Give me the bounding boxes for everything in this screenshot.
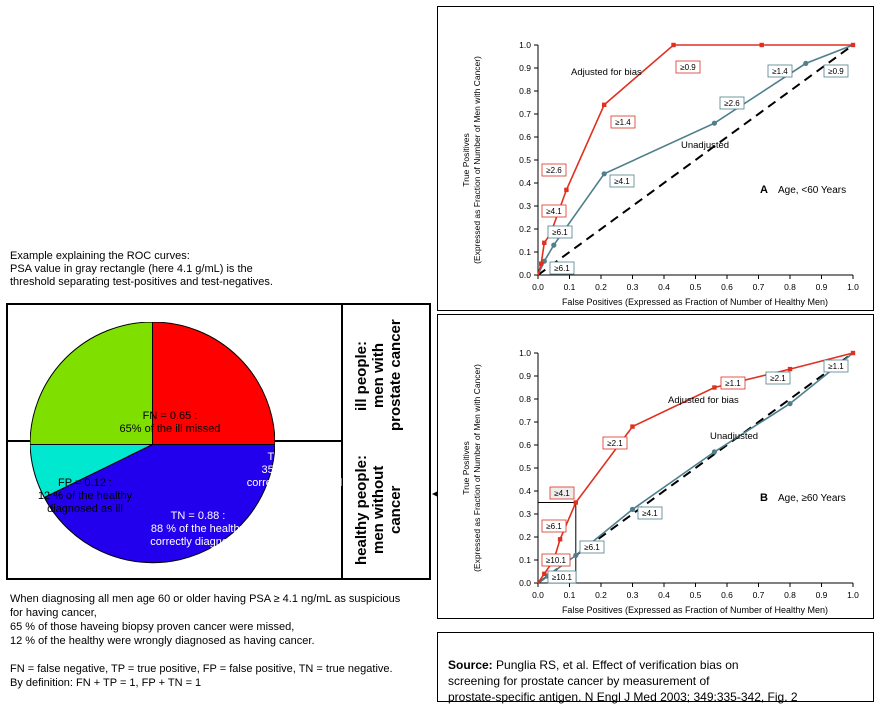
svg-text:0.7: 0.7 — [752, 590, 765, 600]
svg-text:≥1.1: ≥1.1 — [828, 362, 844, 371]
svg-text:≥6.1: ≥6.1 — [546, 522, 562, 531]
svg-text:0.5: 0.5 — [519, 155, 531, 165]
svg-text:0.8: 0.8 — [519, 394, 531, 404]
svg-text:0.5: 0.5 — [519, 463, 531, 473]
svg-text:Adjusted for bias: Adjusted for bias — [571, 67, 642, 78]
roc-panel-b — [437, 314, 874, 619]
svg-text:0.1: 0.1 — [563, 590, 576, 600]
svg-text:0.1: 0.1 — [519, 247, 531, 257]
svg-text:≥4.1: ≥4.1 — [642, 509, 658, 518]
svg-text:0.6: 0.6 — [519, 440, 531, 450]
svg-text:≥1.4: ≥1.4 — [615, 118, 631, 127]
svg-text:≥4.1: ≥4.1 — [614, 177, 630, 186]
pie-footer-text: When diagnosing all men age 60 or older having PSA ≥ 4.1 ng/mL as suspicious for having cancer, 65 % of those haveing biopsy proven cancer were missed, 12 % of the healthy were wrongly diagnosed as having cancer. FN = false negative, TP = true positive, FP = false positive, TN = true negative. By definition: FN + TP = 1, FP + TN = 1 — [10, 593, 401, 689]
svg-text:≥6.1: ≥6.1 — [554, 264, 570, 273]
svg-text:≥4.1: ≥4.1 — [546, 207, 562, 216]
source-label: Source: — [448, 658, 493, 672]
svg-text:0.9: 0.9 — [519, 371, 531, 381]
svg-text:0.7: 0.7 — [519, 417, 531, 427]
svg-text:≥2.1: ≥2.1 — [607, 439, 623, 448]
svg-text:0.0: 0.0 — [519, 270, 531, 280]
svg-text:0.5: 0.5 — [689, 590, 702, 600]
svg-text:0.6: 0.6 — [721, 590, 733, 600]
roc-explanation-text: Example explaining the ROC curves: PSA value in gray rectangle (here 4.1 g/mL) is the threshold separating test-positives and test-negatives. — [10, 250, 273, 288]
svg-text:1.0: 1.0 — [847, 282, 859, 292]
svg-text:0.0: 0.0 — [519, 578, 531, 588]
svg-text:0.0: 0.0 — [532, 590, 544, 600]
svg-text:0.5: 0.5 — [689, 282, 702, 292]
roc-panel-a — [437, 6, 874, 311]
svg-text:0.9: 0.9 — [815, 590, 828, 600]
svg-text:≥10.1: ≥10.1 — [546, 556, 566, 565]
svg-text:0.3: 0.3 — [519, 509, 531, 519]
source-text: Punglia RS, et al. Effect of verification bias on screening for prostate cancer by measurement of prostate-specific antigen. N Engl J Med 2003; 349:335-342, Fig. 2 — [448, 658, 798, 704]
svg-text:Age, ≥60 Years: Age, ≥60 Years — [778, 493, 846, 504]
svg-text:0.4: 0.4 — [658, 590, 670, 600]
svg-text:0.7: 0.7 — [519, 109, 531, 119]
pie-label-fn: FN = 0.65 : 65% of the ill missed — [119, 410, 221, 435]
pie-label-tn: TN = 0.88 : 88 % of the healthy correctly diagnosed — [150, 510, 246, 548]
svg-text:0.8: 0.8 — [784, 590, 796, 600]
svg-text:0.1: 0.1 — [519, 555, 531, 565]
svg-text:0.3: 0.3 — [519, 201, 531, 211]
svg-text:0.6: 0.6 — [721, 282, 733, 292]
svg-text:≥6.1: ≥6.1 — [584, 543, 600, 552]
svg-text:0.9: 0.9 — [519, 63, 531, 73]
svg-text:1.0: 1.0 — [519, 348, 531, 358]
svg-text:Age, <60 Years: Age, <60 Years — [778, 185, 847, 196]
svg-text:Unadjusted: Unadjusted — [710, 431, 759, 442]
pie-side-label-ill: ill people: men with prostate cancer — [353, 319, 404, 432]
svg-text:≥2.6: ≥2.6 — [546, 166, 562, 175]
svg-text:B: B — [760, 492, 768, 504]
pie-side-label-healthy: healthy people: men without cancer — [353, 454, 404, 566]
pie-diagram-box — [6, 303, 431, 580]
svg-text:0.3: 0.3 — [626, 590, 639, 600]
roc-chart-b — [438, 315, 873, 618]
svg-text:0.4: 0.4 — [519, 486, 531, 496]
svg-text:0.4: 0.4 — [519, 178, 531, 188]
svg-text:≥4.1: ≥4.1 — [554, 489, 570, 498]
svg-text:1.0: 1.0 — [519, 40, 531, 50]
svg-text:Unadjusted: Unadjusted — [681, 140, 730, 151]
svg-text:True Positives: True Positives — [461, 441, 471, 495]
svg-text:0.2: 0.2 — [595, 282, 607, 292]
svg-text:True Positives: True Positives — [461, 133, 471, 187]
svg-text:0.2: 0.2 — [595, 590, 607, 600]
svg-text:0.2: 0.2 — [519, 224, 531, 234]
svg-text:0.0: 0.0 — [532, 282, 544, 292]
svg-text:0.3: 0.3 — [626, 282, 639, 292]
roc-chart-a — [438, 7, 873, 310]
svg-text:0.8: 0.8 — [519, 86, 531, 96]
svg-text:≥0.9: ≥0.9 — [828, 67, 844, 76]
svg-text:0.1: 0.1 — [563, 282, 576, 292]
svg-text:1.0: 1.0 — [847, 590, 859, 600]
svg-text:≥2.6: ≥2.6 — [724, 99, 740, 108]
svg-text:(Expressed as Fraction of Numb: (Expressed as Fraction of Number of Men with Cancer) — [472, 364, 482, 572]
pie-label-tp: TP = 0.35 : 35 % of the ill correctly diagnosed — [246, 451, 343, 489]
source-citation-box — [437, 632, 874, 702]
svg-text:≥0.9: ≥0.9 — [680, 63, 696, 72]
svg-text:A: A — [760, 184, 768, 196]
svg-text:≥2.1: ≥2.1 — [770, 374, 786, 383]
svg-text:Adjusted for bias: Adjusted for bias — [668, 395, 739, 406]
svg-text:0.2: 0.2 — [519, 532, 531, 542]
svg-text:0.8: 0.8 — [784, 282, 796, 292]
svg-text:0.4: 0.4 — [658, 282, 670, 292]
svg-text:0.7: 0.7 — [752, 282, 765, 292]
svg-text:≥6.1: ≥6.1 — [552, 228, 568, 237]
pie-chart-area — [8, 305, 343, 578]
svg-text:(Expressed as Fraction of Numb: (Expressed as Fraction of Number of Men with Cancer) — [472, 56, 482, 264]
svg-text:0.9: 0.9 — [815, 282, 828, 292]
svg-text:≥10.1: ≥10.1 — [552, 573, 572, 582]
svg-text:0.6: 0.6 — [519, 132, 531, 142]
pie-label-fp: FP = 0.12 : 12 % of the healthy diagnosed as ill — [37, 477, 133, 515]
svg-text:False Positives (Expressed as: False Positives (Expressed as Fraction of Number of Healthy Men) — [561, 605, 829, 615]
svg-text:≥1.4: ≥1.4 — [772, 67, 788, 76]
pie-chart — [30, 322, 343, 567]
svg-text:≥1.1: ≥1.1 — [725, 379, 741, 388]
svg-text:False Positives (Expressed as: False Positives (Expressed as Fraction of Number of Healthy Men) — [561, 297, 829, 307]
